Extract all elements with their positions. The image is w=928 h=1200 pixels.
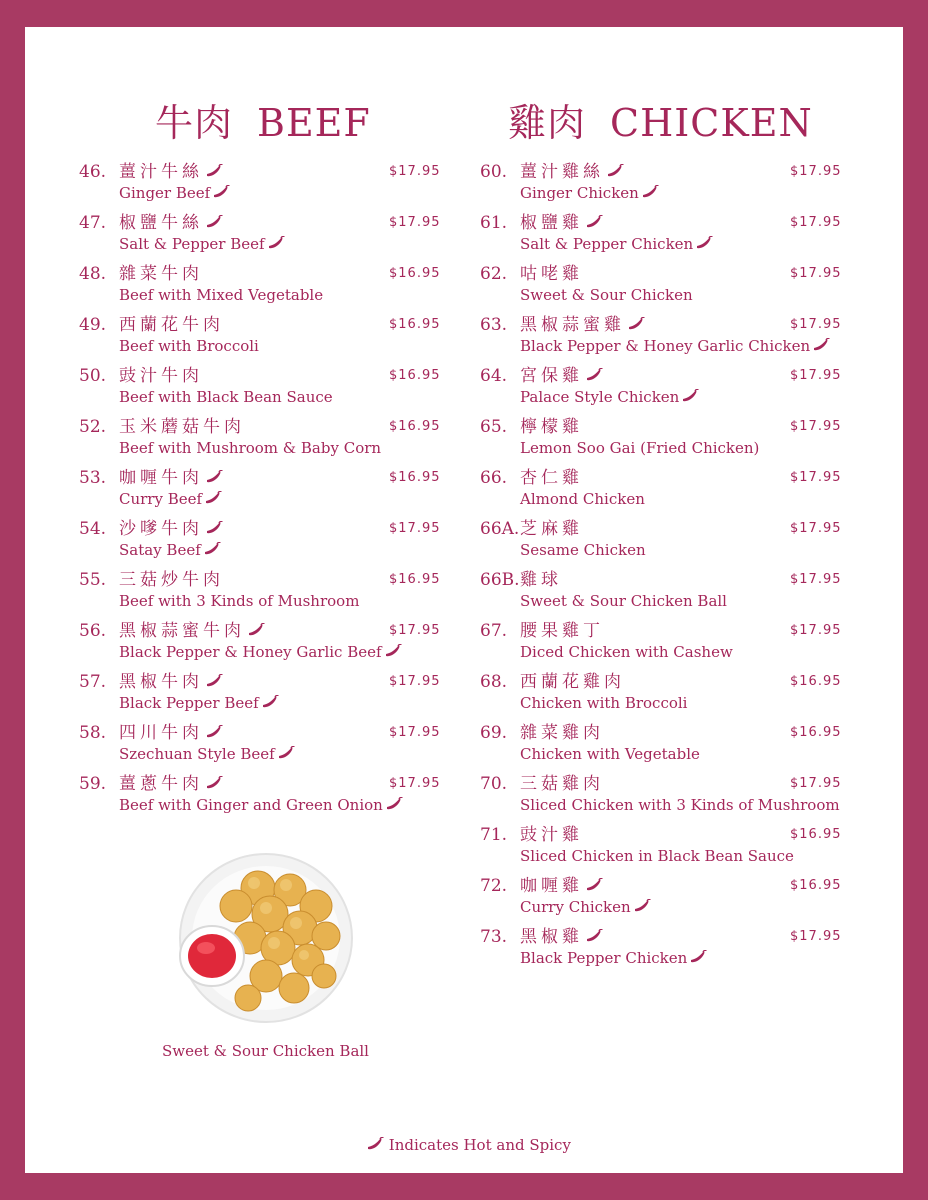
item-name-zh bbox=[520, 670, 625, 694]
chili-pepper-icon bbox=[385, 797, 403, 811]
item-name-zh bbox=[520, 313, 645, 337]
item-name-en-text: Salt & Pepper Chicken bbox=[520, 235, 694, 253]
item-name-zh-text: 芝麻雞 bbox=[520, 519, 583, 539]
item-name-zh bbox=[520, 874, 603, 898]
item-name-zh-text: 椒鹽牛絲 bbox=[119, 213, 203, 233]
item-price: $16.95 bbox=[389, 419, 441, 434]
item-price: $16.95 bbox=[389, 572, 441, 587]
menu-item bbox=[480, 517, 842, 568]
item-name-zh bbox=[520, 568, 562, 592]
item-price: $17.95 bbox=[389, 725, 441, 740]
item-name-zh-text: 薑蔥牛肉 bbox=[119, 774, 203, 794]
item-name-zh-text: 杏仁雞 bbox=[520, 468, 583, 488]
chili-pepper-icon bbox=[267, 236, 285, 250]
item-name-en bbox=[119, 642, 402, 662]
menu-item bbox=[480, 313, 842, 364]
item-name-zh-text: 豉汁雞 bbox=[520, 825, 583, 845]
menu-item bbox=[480, 415, 842, 466]
item-name-en-text: Satay Beef bbox=[119, 541, 201, 559]
item-name-zh-text: 咖喱牛肉 bbox=[119, 468, 203, 488]
menu-item bbox=[79, 670, 441, 721]
item-number: 49. bbox=[79, 315, 107, 335]
item-name-zh bbox=[119, 670, 223, 694]
item-name-zh bbox=[520, 211, 603, 235]
chili-pepper-icon bbox=[627, 317, 645, 331]
chili-pepper-icon bbox=[277, 746, 295, 760]
item-name-zh bbox=[520, 925, 603, 949]
item-name-en-text: Chicken with Broccoli bbox=[520, 694, 688, 712]
menu-item bbox=[480, 874, 842, 925]
item-number: 50. bbox=[79, 366, 107, 386]
item-name-zh-text: 西蘭花牛肉 bbox=[119, 315, 224, 335]
item-number: 63. bbox=[480, 315, 508, 335]
item-name-en bbox=[119, 285, 323, 305]
chili-pepper-icon bbox=[205, 725, 223, 739]
chili-pepper-icon bbox=[606, 164, 624, 178]
item-name-en bbox=[119, 540, 221, 560]
item-name-zh-text: 沙嗲牛肉 bbox=[119, 519, 203, 539]
menu-item bbox=[480, 160, 842, 211]
item-name-zh-text: 黑椒蒜蜜牛肉 bbox=[119, 621, 245, 641]
item-price: $17.95 bbox=[389, 776, 441, 791]
item-name-zh bbox=[119, 517, 223, 541]
item-name-zh bbox=[520, 160, 624, 184]
item-name-en bbox=[520, 387, 699, 407]
chili-pepper-icon bbox=[585, 215, 603, 229]
item-name-en bbox=[119, 744, 295, 764]
item-name-zh-text: 雜菜雞肉 bbox=[520, 723, 604, 743]
item-number: 61. bbox=[480, 213, 508, 233]
item-number: 46. bbox=[79, 162, 107, 182]
item-name-en-text: Ginger Chicken bbox=[520, 184, 639, 202]
menu-item bbox=[480, 466, 842, 517]
item-number: 54. bbox=[79, 519, 107, 539]
item-name-en-text: Lemon Soo Gai (Fried Chicken) bbox=[520, 439, 760, 457]
item-number: 62. bbox=[480, 264, 508, 284]
chicken-heading bbox=[508, 92, 813, 147]
chili-pepper-icon bbox=[247, 623, 265, 637]
chili-pepper-icon bbox=[261, 695, 279, 709]
item-name-en-text: Curry Chicken bbox=[520, 898, 631, 916]
item-name-en bbox=[119, 387, 333, 407]
chili-pepper-icon bbox=[585, 929, 603, 943]
item-number: 69. bbox=[480, 723, 508, 743]
item-number: 67. bbox=[480, 621, 508, 641]
item-name-zh bbox=[119, 619, 265, 643]
beef-menu-list bbox=[79, 160, 441, 823]
item-name-zh-text: 雜菜牛肉 bbox=[119, 264, 203, 284]
item-name-zh bbox=[520, 262, 583, 286]
item-number: 52. bbox=[79, 417, 107, 437]
item-name-en-text: Beef with Mushroom & Baby Corn bbox=[119, 439, 382, 457]
item-name-zh bbox=[119, 211, 223, 235]
item-name-en-text: Szechuan Style Beef bbox=[119, 745, 275, 763]
menu-item bbox=[79, 313, 441, 364]
chili-pepper-icon bbox=[205, 470, 223, 484]
spicy-legend bbox=[364, 1136, 571, 1154]
item-name-en-text: Beef with Ginger and Green Onion bbox=[119, 796, 383, 814]
chili-pepper-icon bbox=[695, 236, 713, 250]
item-price: $17.95 bbox=[389, 521, 441, 536]
item-name-en bbox=[520, 336, 830, 356]
item-name-zh bbox=[520, 415, 583, 439]
item-name-zh bbox=[119, 262, 203, 286]
item-price: $17.95 bbox=[790, 419, 842, 434]
chili-pepper-icon bbox=[384, 644, 402, 658]
item-number: 47. bbox=[79, 213, 107, 233]
item-name-zh bbox=[119, 160, 223, 184]
menu-item bbox=[480, 823, 842, 874]
item-number: 66. bbox=[480, 468, 508, 488]
chili-pepper-icon bbox=[812, 338, 830, 352]
item-name-en-text: Beef with Black Bean Sauce bbox=[119, 388, 333, 406]
item-price: $16.95 bbox=[790, 674, 842, 689]
item-name-en bbox=[119, 693, 279, 713]
beef-heading-en: BEEF bbox=[257, 101, 371, 145]
item-name-en bbox=[119, 489, 222, 509]
item-name-zh-text: 三菇炒牛肉 bbox=[119, 570, 224, 590]
item-name-zh-text: 咖喱雞 bbox=[520, 876, 583, 896]
item-number: 68. bbox=[480, 672, 508, 692]
chili-pepper-icon bbox=[205, 521, 223, 535]
item-name-en-text: Beef with Mixed Vegetable bbox=[119, 286, 324, 304]
menu-item bbox=[480, 568, 842, 619]
item-name-en-text: Sesame Chicken bbox=[520, 541, 646, 559]
item-name-zh-text: 檸檬雞 bbox=[520, 417, 583, 437]
legend-text: Indicates Hot and Spicy bbox=[388, 1136, 571, 1154]
item-name-en bbox=[520, 285, 693, 305]
item-price: $17.95 bbox=[389, 215, 441, 230]
item-name-en-text: Beef with Broccoli bbox=[119, 337, 259, 355]
menu-item bbox=[480, 670, 842, 721]
item-number: 56. bbox=[79, 621, 107, 641]
item-name-en bbox=[520, 489, 645, 509]
menu-item bbox=[79, 517, 441, 568]
chicken-menu-list bbox=[480, 160, 842, 976]
chili-pepper-icon bbox=[203, 542, 221, 556]
item-name-zh bbox=[119, 568, 224, 592]
item-name-zh bbox=[520, 364, 603, 388]
item-name-en-text: Black Pepper & Honey Garlic Chicken bbox=[520, 337, 811, 355]
item-price: $17.95 bbox=[790, 317, 842, 332]
item-number: 48. bbox=[79, 264, 107, 284]
item-price: $16.95 bbox=[389, 470, 441, 485]
item-price: $17.95 bbox=[389, 164, 441, 179]
chili-pepper-icon bbox=[205, 215, 223, 229]
item-name-zh-text: 薑汁雞絲 bbox=[520, 162, 604, 182]
item-name-en-text: Almond Chicken bbox=[520, 490, 645, 508]
item-name-zh bbox=[119, 721, 223, 745]
menu-item bbox=[79, 262, 441, 313]
item-number: 66A. bbox=[480, 519, 520, 539]
item-price: $17.95 bbox=[790, 623, 842, 638]
menu-item bbox=[79, 211, 441, 262]
item-number: 57. bbox=[79, 672, 107, 692]
item-name-zh-text: 腰果雞丁 bbox=[520, 621, 604, 641]
item-name-en bbox=[520, 948, 707, 968]
menu-item bbox=[480, 619, 842, 670]
item-number: 72. bbox=[480, 876, 508, 896]
item-name-en bbox=[520, 693, 687, 713]
item-name-zh bbox=[119, 364, 203, 388]
item-name-zh-text: 黑椒蒜蜜雞 bbox=[520, 315, 625, 335]
beef-heading bbox=[155, 92, 371, 147]
item-price: $17.95 bbox=[389, 623, 441, 638]
menu-item bbox=[480, 772, 842, 823]
item-name-zh-text: 黑椒雞 bbox=[520, 927, 583, 947]
item-name-en bbox=[520, 234, 713, 254]
item-name-en-text: Sliced Chicken in Black Bean Sauce bbox=[520, 847, 794, 865]
item-name-en bbox=[119, 336, 259, 356]
item-price: $17.95 bbox=[790, 929, 842, 944]
menu-item bbox=[480, 364, 842, 415]
item-name-en-text: Salt & Pepper Beef bbox=[119, 235, 265, 253]
item-name-zh-text: 三菇雞肉 bbox=[520, 774, 604, 794]
menu-item bbox=[79, 160, 441, 211]
item-name-zh bbox=[119, 313, 224, 337]
item-name-en bbox=[520, 438, 759, 458]
item-price: $16.95 bbox=[790, 725, 842, 740]
photo-caption: Sweet & Sour Chicken Ball bbox=[162, 1042, 369, 1060]
item-name-en-text: Palace Style Chicken bbox=[520, 388, 680, 406]
item-name-en-text: Chicken with Vegetable bbox=[520, 745, 700, 763]
item-name-en-text: Sweet & Sour Chicken bbox=[520, 286, 693, 304]
item-name-en bbox=[520, 591, 727, 611]
item-name-en bbox=[119, 795, 403, 815]
menu-item bbox=[480, 262, 842, 313]
item-name-en bbox=[520, 540, 646, 560]
item-price: $17.95 bbox=[790, 521, 842, 536]
chicken-heading-en: CHICKEN bbox=[610, 101, 813, 145]
chicken-heading-zh: 雞肉 bbox=[508, 101, 587, 145]
menu-item bbox=[79, 415, 441, 466]
item-name-en-text: Beef with 3 Kinds of Mushroom bbox=[119, 592, 360, 610]
item-price: $16.95 bbox=[790, 827, 842, 842]
item-name-en bbox=[119, 234, 285, 254]
chili-pepper-icon bbox=[641, 185, 659, 199]
item-number: 53. bbox=[79, 468, 107, 488]
chili-pepper-icon bbox=[689, 950, 707, 964]
item-name-en-text: Black Pepper Beef bbox=[119, 694, 259, 712]
chili-pepper-icon bbox=[212, 185, 230, 199]
item-name-en bbox=[520, 795, 840, 815]
item-name-zh-text: 西蘭花雞肉 bbox=[520, 672, 625, 692]
item-number: 71. bbox=[480, 825, 508, 845]
item-price: $17.95 bbox=[790, 266, 842, 281]
item-name-en bbox=[520, 846, 794, 866]
item-price: $16.95 bbox=[790, 878, 842, 893]
item-name-zh-text: 四川牛肉 bbox=[119, 723, 203, 743]
menu-item bbox=[480, 211, 842, 262]
item-price: $17.95 bbox=[790, 368, 842, 383]
item-price: $16.95 bbox=[389, 317, 441, 332]
item-name-en bbox=[520, 642, 733, 662]
chili-pepper-icon bbox=[585, 878, 603, 892]
item-name-zh-text: 玉米蘑菇牛肉 bbox=[119, 417, 245, 437]
item-name-zh-text: 宮保雞 bbox=[520, 366, 583, 386]
beef-heading-zh: 牛肉 bbox=[155, 101, 234, 145]
item-name-en-text: Black Pepper & Honey Garlic Beef bbox=[119, 643, 382, 661]
item-name-zh-text: 黑椒牛肉 bbox=[119, 672, 203, 692]
chili-pepper-icon bbox=[633, 899, 651, 913]
item-name-en-text: Ginger Beef bbox=[119, 184, 211, 202]
item-name-zh bbox=[119, 415, 245, 439]
item-name-zh bbox=[520, 721, 604, 745]
item-name-zh-text: 薑汁牛絲 bbox=[119, 162, 203, 182]
item-name-en bbox=[520, 183, 659, 203]
menu-item bbox=[480, 721, 842, 772]
item-name-en-text: Sliced Chicken with 3 Kinds of Mushroom bbox=[520, 796, 840, 814]
item-name-zh-text: 咕咾雞 bbox=[520, 264, 583, 284]
chili-pepper-icon bbox=[205, 674, 223, 688]
item-number: 64. bbox=[480, 366, 508, 386]
menu-item bbox=[79, 721, 441, 772]
item-number: 65. bbox=[480, 417, 508, 437]
menu-item bbox=[79, 568, 441, 619]
item-name-zh bbox=[520, 466, 583, 490]
item-name-zh bbox=[520, 772, 604, 796]
item-name-zh bbox=[520, 823, 583, 847]
item-price: $17.95 bbox=[389, 674, 441, 689]
item-price: $16.95 bbox=[389, 368, 441, 383]
item-number: 66B. bbox=[480, 570, 520, 590]
menu-item bbox=[480, 925, 842, 976]
menu-item bbox=[79, 364, 441, 415]
chili-pepper-icon bbox=[205, 776, 223, 790]
item-number: 55. bbox=[79, 570, 107, 590]
item-price: $17.95 bbox=[790, 215, 842, 230]
item-number: 59. bbox=[79, 774, 107, 794]
item-name-zh bbox=[119, 772, 223, 796]
menu-item bbox=[79, 772, 441, 823]
chili-pepper-icon bbox=[681, 389, 699, 403]
item-name-en-text: Curry Beef bbox=[119, 490, 203, 508]
chili-pepper-icon bbox=[205, 164, 223, 178]
menu-item bbox=[79, 619, 441, 670]
item-number: 58. bbox=[79, 723, 107, 743]
item-name-zh bbox=[119, 466, 223, 490]
item-number: 60. bbox=[480, 162, 508, 182]
item-name-zh-text: 雞球 bbox=[520, 570, 562, 590]
item-name-zh-text: 椒鹽雞 bbox=[520, 213, 583, 233]
item-price: $17.95 bbox=[790, 572, 842, 587]
item-name-en bbox=[520, 744, 700, 764]
chili-pepper-icon bbox=[366, 1137, 384, 1151]
item-number: 70. bbox=[480, 774, 508, 794]
item-name-en bbox=[119, 438, 381, 458]
item-price: $16.95 bbox=[389, 266, 441, 281]
item-price: $17.95 bbox=[790, 776, 842, 791]
item-name-en bbox=[520, 897, 651, 917]
chicken-ball-photo bbox=[178, 848, 354, 1024]
item-name-en-text: Sweet & Sour Chicken Ball bbox=[520, 592, 727, 610]
item-name-zh-text: 豉汁牛肉 bbox=[119, 366, 203, 386]
item-name-en-text: Diced Chicken with Cashew bbox=[520, 643, 733, 661]
item-name-en-text: Black Pepper Chicken bbox=[520, 949, 688, 967]
item-name-zh bbox=[520, 619, 604, 643]
item-price: $17.95 bbox=[790, 164, 842, 179]
menu-item bbox=[79, 466, 441, 517]
chili-pepper-icon bbox=[585, 368, 603, 382]
item-name-zh bbox=[520, 517, 583, 541]
item-name-en bbox=[119, 591, 359, 611]
chili-pepper-icon bbox=[204, 491, 222, 505]
item-price: $17.95 bbox=[790, 470, 842, 485]
item-number: 73. bbox=[480, 927, 508, 947]
item-name-en bbox=[119, 183, 230, 203]
